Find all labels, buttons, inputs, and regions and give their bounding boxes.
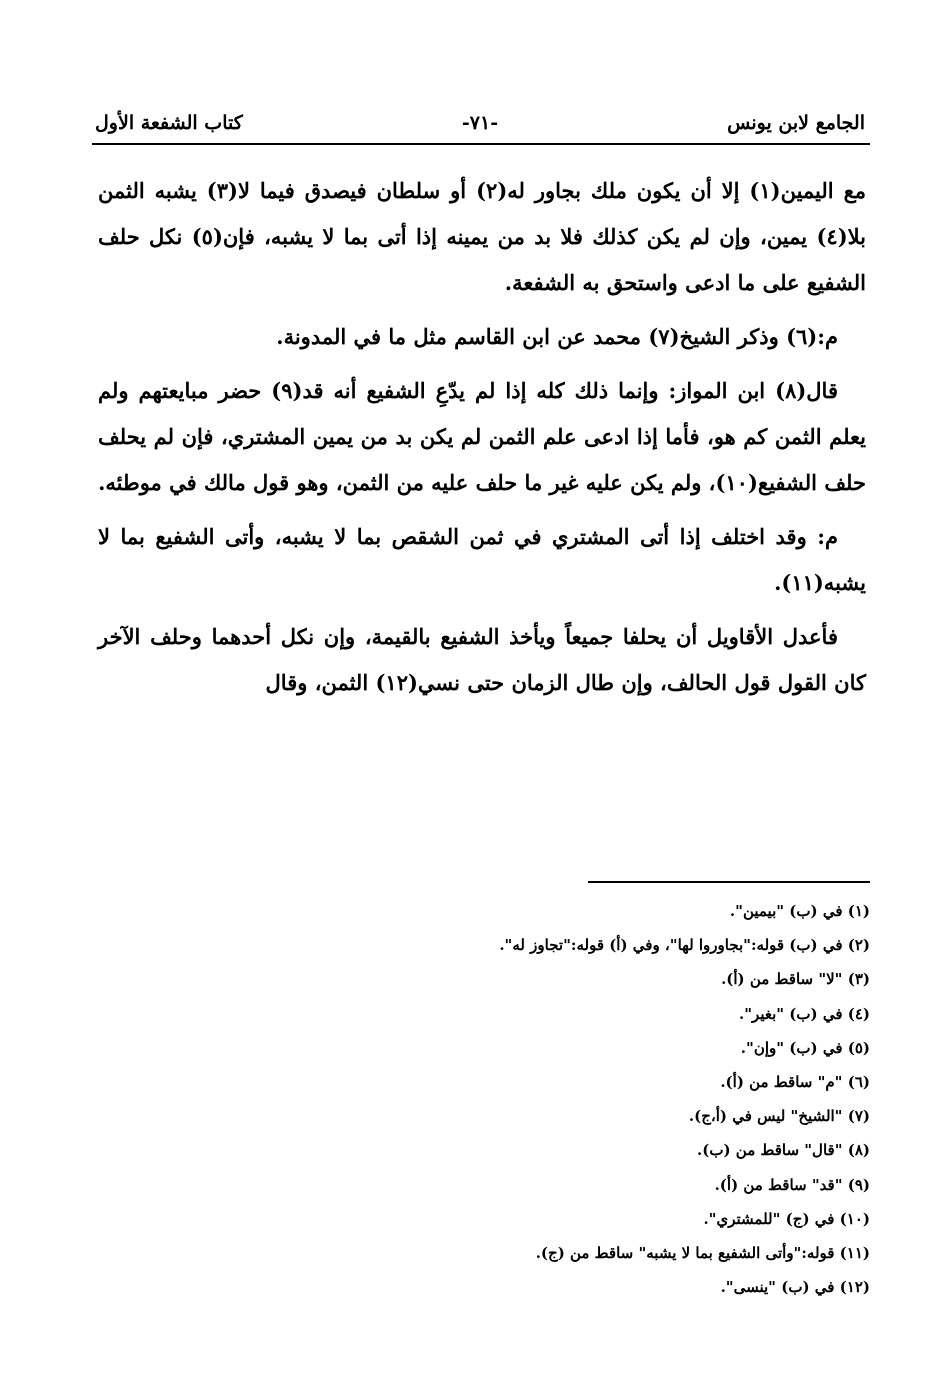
header-divider: [92, 143, 870, 145]
footnotes: [300, 894, 870, 1304]
footnote: (١٠) في (ج) "للمشتري".: [703, 1209, 870, 1228]
footnote: (١١) قوله:"وأتى الشفيع بما لا يشبه" ساقط من (ج).: [535, 1244, 870, 1263]
footnote: (١٢) في (ب) "ينسى".: [720, 1278, 870, 1297]
footnote: (٦) "م" ساقط من (أ).: [720, 1073, 870, 1092]
paragraph: م:(٦) وذكر الشيخ(٧) محمد عن ابن القاسم مثل ما في المدونة.: [276, 324, 838, 349]
footnote: (٨) "قال" ساقط من (ب).: [697, 1141, 870, 1160]
footnote: (٥) في (ب) "وإن".: [740, 1038, 870, 1057]
footnote: (٣) "لا" ساقط من (أ).: [721, 970, 870, 989]
footnote: (١) في (ب) "بيمين".: [729, 902, 870, 920]
footnote: (٤) في (ب) "بغير".: [739, 1004, 870, 1023]
header-chapter-title: كتاب الشفعة الأول: [95, 112, 243, 134]
page-number: -٧١-: [461, 112, 499, 134]
paragraph: فأعدل الأقاويل أن يحلفا جميعاً ويأخذ الشفيع بالقيمة، وإن نكل أحدهما وحلف الآخر كان القول قول الحالف، وإن طال الزمان حتى نسي(١٢) الثمن، وقال: [98, 624, 866, 695]
paragraph: م: وقد اختلف إذا أتى المشتري في ثمن الشقص بما لا يشبه، وأتى الشفيع بما لا يشبه(١١).: [98, 524, 866, 595]
paragraph: قال(٨) ابن المواز: وإنما ذلك كله إذا لم يدّعِ الشفيع أنه قد(٩) حضر مبايعتهم ولم يعلم الثمن كم هو، فأما إذا ادعى علم الثمن لم يكن بد من يمين المشتري، فإن لم يحلف حلف الشفيع(١٠)، ولم يكن عليه غير ما حلف عليه من الثمن، وهو قول مالك في موطئه.: [98, 378, 866, 495]
running-header: [95, 112, 865, 142]
paragraph: مع اليمين(١) إلا أن يكون ملك بجاور له(٢) أو سلطان فيصدق فيما لا(٣) يشبه الثمن بلا(٤) يمين، وإن لم يكن كذلك فلا بد من يمينه إذا أتى بما لا يشبه، فإن(٥) نكل حلف الشفيع على ما ادعى واستحق به الشفعة.: [98, 178, 867, 295]
header-book-title: الجامع لابن يونس: [727, 112, 865, 134]
footnote-divider: [588, 881, 870, 883]
footnote: (٧) "الشيخ" ليس في (أ،ج).: [688, 1107, 870, 1126]
footnote: (٩) "قد" ساقط من (أ).: [714, 1175, 870, 1194]
footnote: (٢) في (ب) قوله:"بجاوروا لها"، وفي (أ) قوله:"تجاوز له".: [499, 936, 870, 955]
main-text: [98, 168, 866, 714]
